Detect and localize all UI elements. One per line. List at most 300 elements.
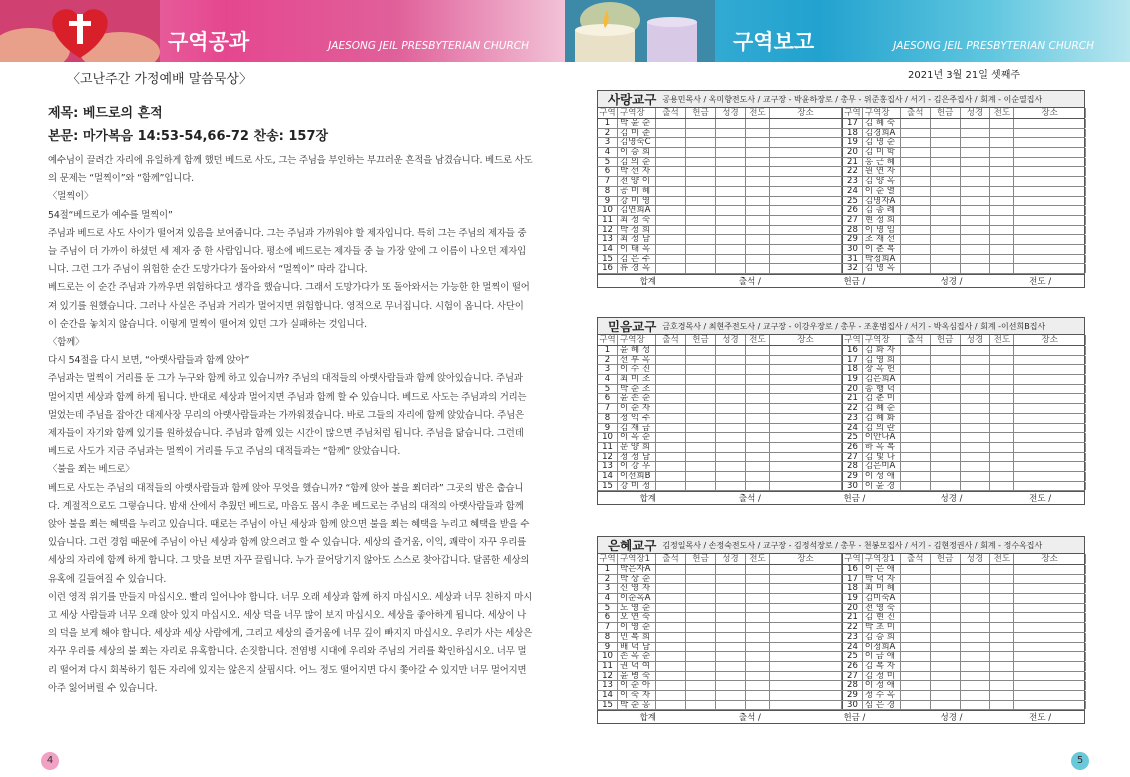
column-header: 장소	[770, 554, 842, 564]
empty-cell	[716, 623, 746, 632]
heart-cross-icon	[0, 0, 160, 62]
page-number-right: 5	[1071, 752, 1089, 770]
empty-cell	[990, 119, 1014, 128]
empty-cell	[990, 604, 1014, 613]
empty-cell	[686, 119, 716, 128]
empty-cell	[716, 604, 746, 613]
empty-cell	[931, 652, 961, 661]
group-number: 23	[843, 633, 863, 642]
empty-cell	[686, 197, 716, 206]
table-row	[597, 604, 1085, 614]
empty-cell	[990, 414, 1014, 423]
empty-cell	[770, 613, 842, 622]
group-leader: 이안나A	[863, 433, 901, 442]
table-row	[597, 472, 1085, 482]
group-number: 9	[598, 197, 618, 206]
empty-cell	[901, 462, 931, 471]
table-row	[597, 167, 1085, 177]
group-number: 16	[843, 346, 863, 355]
empty-cell	[746, 394, 770, 403]
empty-cell	[656, 138, 686, 147]
table-row	[597, 433, 1085, 443]
empty-cell	[931, 365, 961, 374]
group-number: 30	[843, 482, 863, 491]
empty-cell	[746, 404, 770, 413]
group-number: 6	[598, 167, 618, 176]
group-number: 1	[598, 119, 618, 128]
column-header: 출석	[901, 554, 931, 564]
empty-cell	[901, 197, 931, 206]
empty-cell	[770, 691, 842, 700]
empty-cell	[746, 594, 770, 603]
empty-cell	[656, 565, 686, 574]
table-row	[597, 414, 1085, 424]
group-leader: 이순옥A	[618, 594, 656, 603]
empty-cell	[716, 433, 746, 442]
empty-cell	[1014, 226, 1086, 235]
table-row	[597, 138, 1085, 148]
sermon-paragraph: 〈함께〉	[48, 337, 85, 349]
table-row	[597, 643, 1085, 653]
column-header: 헌금	[686, 108, 716, 118]
empty-cell	[686, 482, 716, 491]
right-header-title: 구역보고	[733, 30, 815, 54]
empty-cell	[770, 472, 842, 481]
empty-cell	[990, 575, 1014, 584]
empty-cell	[961, 433, 991, 442]
group-number: 7	[598, 404, 618, 413]
column-header: 전도	[746, 554, 770, 564]
empty-cell	[746, 365, 770, 374]
group-number: 16	[843, 565, 863, 574]
summary-cell: 헌금 /	[843, 494, 866, 505]
empty-cell	[686, 472, 716, 481]
empty-cell	[990, 623, 1014, 632]
empty-cell	[990, 235, 1014, 244]
group-leader: 민 복 희	[618, 633, 656, 642]
empty-cell	[961, 643, 991, 652]
table-row	[597, 633, 1085, 643]
empty-cell	[961, 365, 991, 374]
empty-cell	[901, 365, 931, 374]
group-number: 23	[843, 177, 863, 186]
empty-cell	[901, 235, 931, 244]
group-number: 13	[598, 681, 618, 690]
table-row	[597, 356, 1085, 366]
column-header: 출석	[656, 108, 686, 118]
empty-cell	[746, 691, 770, 700]
empty-cell	[901, 681, 931, 690]
table-row	[597, 672, 1085, 682]
column-headers	[597, 554, 1085, 565]
empty-cell	[931, 594, 961, 603]
empty-cell	[901, 245, 931, 254]
empty-cell	[931, 443, 961, 452]
group-leader: 배 덕 남	[618, 643, 656, 652]
empty-cell	[746, 623, 770, 632]
group-number: 26	[843, 206, 863, 215]
group-leader: 이 정 애	[863, 681, 901, 690]
empty-cell	[931, 623, 961, 632]
empty-cell	[716, 245, 746, 254]
empty-cell	[770, 575, 842, 584]
group-number: 16	[598, 264, 618, 273]
table-row	[597, 443, 1085, 453]
empty-cell	[656, 623, 686, 632]
empty-cell	[961, 206, 991, 215]
group-leader: 이 영 순	[618, 623, 656, 632]
parish-section	[597, 90, 1085, 288]
group-leader: 이 명 임	[863, 226, 901, 235]
empty-cell	[656, 148, 686, 157]
group-number: 8	[598, 633, 618, 642]
group-number: 2	[598, 356, 618, 365]
empty-cell	[656, 119, 686, 128]
empty-cell	[716, 414, 746, 423]
group-number: 30	[843, 245, 863, 254]
column-header: 헌금	[931, 554, 961, 564]
empty-cell	[961, 129, 991, 138]
table-row	[597, 129, 1085, 139]
empty-cell	[931, 472, 961, 481]
empty-cell	[1014, 575, 1086, 584]
group-leader: 최 정 숙	[618, 216, 656, 225]
parish-name: 사랑교구	[608, 92, 657, 107]
group-leader: 정 정 남	[618, 453, 656, 462]
empty-cell	[1014, 652, 1086, 661]
empty-cell	[656, 385, 686, 394]
group-leader: 이 숙 자	[618, 691, 656, 700]
group-number: 27	[843, 672, 863, 681]
column-header: 전도	[746, 108, 770, 118]
group-number: 4	[598, 594, 618, 603]
empty-cell	[656, 662, 686, 671]
empty-cell	[656, 346, 686, 355]
empty-cell	[990, 443, 1014, 452]
empty-cell	[961, 158, 991, 167]
empty-cell	[931, 424, 961, 433]
group-leader: 하 옥 복	[863, 443, 901, 452]
group-number: 20	[843, 385, 863, 394]
empty-cell	[1014, 264, 1086, 273]
empty-cell	[961, 565, 991, 574]
empty-cell	[746, 148, 770, 157]
table-row	[597, 197, 1085, 207]
empty-cell	[656, 197, 686, 206]
empty-cell	[770, 346, 842, 355]
group-number: 24	[843, 643, 863, 652]
empty-cell	[990, 565, 1014, 574]
empty-cell	[770, 167, 842, 176]
group-leader: 정 수 옥	[863, 691, 901, 700]
group-leader: 노 영 순	[618, 604, 656, 613]
empty-cell	[1014, 691, 1086, 700]
sermon-paragraph: 54절“베드로가 예수를 멀찍이”	[48, 209, 173, 221]
empty-cell	[961, 394, 991, 403]
empty-cell	[931, 255, 961, 264]
group-leader: 정 익 주	[618, 414, 656, 423]
empty-cell	[716, 148, 746, 157]
sermon-paragraph: 〈멀찍이〉	[48, 191, 94, 203]
empty-cell	[656, 424, 686, 433]
empty-cell	[1014, 394, 1086, 403]
empty-cell	[716, 119, 746, 128]
empty-cell	[931, 681, 961, 690]
empty-cell	[1014, 414, 1086, 423]
empty-cell	[901, 216, 931, 225]
empty-cell	[716, 187, 746, 196]
table-row	[597, 187, 1085, 197]
empty-cell	[716, 424, 746, 433]
empty-cell	[686, 385, 716, 394]
group-leader: 김 현 진	[863, 613, 901, 622]
empty-cell	[686, 453, 716, 462]
empty-cell	[716, 235, 746, 244]
sermon-paragraph: 〈불을 쬐는 베드로〉	[48, 464, 135, 476]
empty-cell	[1014, 365, 1086, 374]
empty-cell	[1014, 158, 1086, 167]
sermon-title: 제목: 베드로의 흔적	[48, 106, 163, 121]
column-header: 구역	[843, 335, 863, 345]
group-leader: 박 덕 자	[863, 575, 901, 584]
group-leader: 손 옥 순	[618, 652, 656, 661]
table-row	[597, 482, 1085, 492]
column-header: 성경	[716, 335, 746, 345]
sermon-paragraph: 베드로는 이 순간 주님과 가까우면 위험하다고 생각을 했습니다. 그래서 도망가다가 또 돌아와서는 가능한 한 멀찍이 떨어져 있기를 원했습니다. 그러나 사실은 주님과 거리가 멀어지면 위험합니다. 영적으로 무너집니다. 시험이 옵니다. 사단이 이 순간을 놓치지 않습니다. 이렇게 멀찍이 떨어져 있던 그가 실패하는 것입니다.	[48, 282, 530, 330]
empty-cell	[990, 652, 1014, 661]
empty-cell	[656, 443, 686, 452]
group-number: 3	[598, 138, 618, 147]
empty-cell	[770, 394, 842, 403]
empty-cell	[1014, 177, 1086, 186]
table-row	[597, 226, 1085, 236]
empty-cell	[1014, 245, 1086, 254]
empty-cell	[990, 613, 1014, 622]
empty-cell	[931, 701, 961, 710]
empty-cell	[656, 158, 686, 167]
empty-cell	[990, 701, 1014, 710]
summary-cell: 전도 /	[1029, 277, 1052, 287]
empty-cell	[990, 365, 1014, 374]
group-number: 30	[843, 701, 863, 710]
empty-cell	[716, 158, 746, 167]
empty-cell	[901, 623, 931, 632]
empty-cell	[746, 604, 770, 613]
group-leader: 이 금 애	[863, 652, 901, 661]
empty-cell	[770, 356, 842, 365]
group-number: 21	[843, 394, 863, 403]
empty-cell	[770, 216, 842, 225]
empty-cell	[990, 433, 1014, 442]
empty-cell	[716, 356, 746, 365]
empty-cell	[931, 662, 961, 671]
table-row	[597, 245, 1085, 255]
empty-cell	[770, 652, 842, 661]
group-leader: 김경희A	[863, 129, 901, 138]
empty-cell	[656, 226, 686, 235]
column-header: 전도	[990, 335, 1014, 345]
group-leader: 홍 근 혜	[863, 158, 901, 167]
group-leader: 박 상 순	[618, 575, 656, 584]
empty-cell	[686, 264, 716, 273]
empty-cell	[961, 633, 991, 642]
summary-cell: 출석 /	[738, 494, 761, 505]
empty-cell	[1014, 119, 1086, 128]
group-leader: 오 연 숙	[618, 613, 656, 622]
empty-cell	[931, 119, 961, 128]
empty-cell	[746, 575, 770, 584]
column-header: 장소	[1014, 108, 1086, 118]
group-number: 14	[598, 691, 618, 700]
column-header: 전도	[746, 335, 770, 345]
group-number: 27	[843, 216, 863, 225]
group-number: 24	[843, 424, 863, 433]
group-leader: 박 순 옹	[618, 701, 656, 710]
empty-cell	[961, 197, 991, 206]
empty-cell	[716, 177, 746, 186]
empty-cell	[1014, 594, 1086, 603]
empty-cell	[1014, 623, 1086, 632]
group-number: 12	[598, 226, 618, 235]
empty-cell	[746, 482, 770, 491]
empty-cell	[1014, 167, 1086, 176]
empty-cell	[770, 255, 842, 264]
group-leader: 박 순 조	[618, 385, 656, 394]
empty-cell	[686, 662, 716, 671]
empty-cell	[770, 424, 842, 433]
sermon-paragraph: 주님과 베드로 사도 사이가 떨어져 있음을 보여줍니다. 그는 주님과 가까워야 할 제자입니다. 특히 그는 주님의 제자들 중 늘 주님이 더 가까이 하셨던 세 제자 중 한 사람입니다. 평소에 베드로는 제자들 중 늘 가장 앞에 그 이름이 나오던 제자입니다. 그런 그가 주님이 위험한 순간 도망가다가 돌아와서 “멀찍이” 따라 갑니다.	[48, 227, 527, 276]
empty-cell	[901, 433, 931, 442]
group-leader: 이 강 우	[618, 462, 656, 471]
empty-cell	[686, 584, 716, 593]
empty-cell	[746, 613, 770, 622]
table-row	[597, 264, 1085, 274]
group-leader: 최 정 남	[618, 235, 656, 244]
empty-cell	[656, 584, 686, 593]
empty-cell	[961, 177, 991, 186]
empty-cell	[716, 482, 746, 491]
group-leader: 김미숙A	[863, 594, 901, 603]
table-row	[597, 681, 1085, 691]
empty-cell	[746, 197, 770, 206]
summary-cell: 헌금 /	[843, 713, 866, 724]
empty-cell	[686, 356, 716, 365]
group-leader: 김명자A	[863, 197, 901, 206]
empty-cell	[931, 691, 961, 700]
empty-cell	[686, 643, 716, 652]
group-number: 5	[598, 158, 618, 167]
empty-cell	[746, 129, 770, 138]
empty-cell	[1014, 129, 1086, 138]
empty-cell	[931, 643, 961, 652]
group-leader: 김명숙C	[618, 138, 656, 147]
empty-cell	[961, 472, 991, 481]
empty-cell	[716, 691, 746, 700]
empty-cell	[770, 226, 842, 235]
empty-cell	[656, 167, 686, 176]
group-number: 18	[843, 584, 863, 593]
group-number: 11	[598, 662, 618, 671]
empty-cell	[901, 138, 931, 147]
table-row	[597, 652, 1085, 662]
empty-cell	[656, 482, 686, 491]
empty-cell	[961, 623, 991, 632]
empty-cell	[931, 148, 961, 157]
column-header: 구역	[598, 108, 618, 118]
empty-cell	[990, 662, 1014, 671]
empty-cell	[990, 167, 1014, 176]
empty-cell	[961, 187, 991, 196]
empty-cell	[1014, 672, 1086, 681]
empty-cell	[901, 604, 931, 613]
empty-cell	[931, 158, 961, 167]
empty-cell	[746, 255, 770, 264]
empty-cell	[990, 129, 1014, 138]
empty-cell	[746, 433, 770, 442]
empty-cell	[770, 662, 842, 671]
empty-cell	[931, 453, 961, 462]
group-number: 24	[843, 187, 863, 196]
empty-cell	[990, 264, 1014, 273]
empty-cell	[746, 167, 770, 176]
group-number: 5	[598, 604, 618, 613]
empty-cell	[1014, 453, 1086, 462]
empty-cell	[686, 216, 716, 225]
empty-cell	[770, 594, 842, 603]
empty-cell	[931, 129, 961, 138]
empty-cell	[901, 206, 931, 215]
empty-cell	[901, 356, 931, 365]
group-number: 22	[843, 167, 863, 176]
empty-cell	[716, 375, 746, 384]
empty-cell	[770, 206, 842, 215]
group-leader: 김 미 준	[618, 129, 656, 138]
empty-cell	[1014, 584, 1086, 593]
group-number: 10	[598, 433, 618, 442]
empty-cell	[746, 472, 770, 481]
empty-cell	[746, 177, 770, 186]
group-number: 28	[843, 462, 863, 471]
table-row	[597, 662, 1085, 672]
empty-cell	[901, 375, 931, 384]
group-leader: 박 정 희	[618, 226, 656, 235]
empty-cell	[656, 235, 686, 244]
empty-cell	[931, 462, 961, 471]
empty-cell	[656, 375, 686, 384]
group-number: 31	[843, 255, 863, 264]
group-leader: 강 미 정	[618, 482, 656, 491]
group-leader: 김 양 옥	[863, 177, 901, 186]
empty-cell	[961, 672, 991, 681]
empty-cell	[686, 158, 716, 167]
empty-cell	[686, 235, 716, 244]
empty-cell	[770, 643, 842, 652]
empty-cell	[746, 385, 770, 394]
group-leader: 전 양 이	[618, 177, 656, 186]
empty-cell	[686, 414, 716, 423]
empty-cell	[1014, 643, 1086, 652]
empty-cell	[656, 177, 686, 186]
empty-cell	[770, 462, 842, 471]
empty-cell	[990, 385, 1014, 394]
empty-cell	[746, 453, 770, 462]
empty-cell	[1014, 206, 1086, 215]
group-leader: 선 부 옥	[618, 356, 656, 365]
empty-cell	[1014, 472, 1086, 481]
empty-cell	[931, 356, 961, 365]
empty-cell	[686, 365, 716, 374]
empty-cell	[1014, 424, 1086, 433]
